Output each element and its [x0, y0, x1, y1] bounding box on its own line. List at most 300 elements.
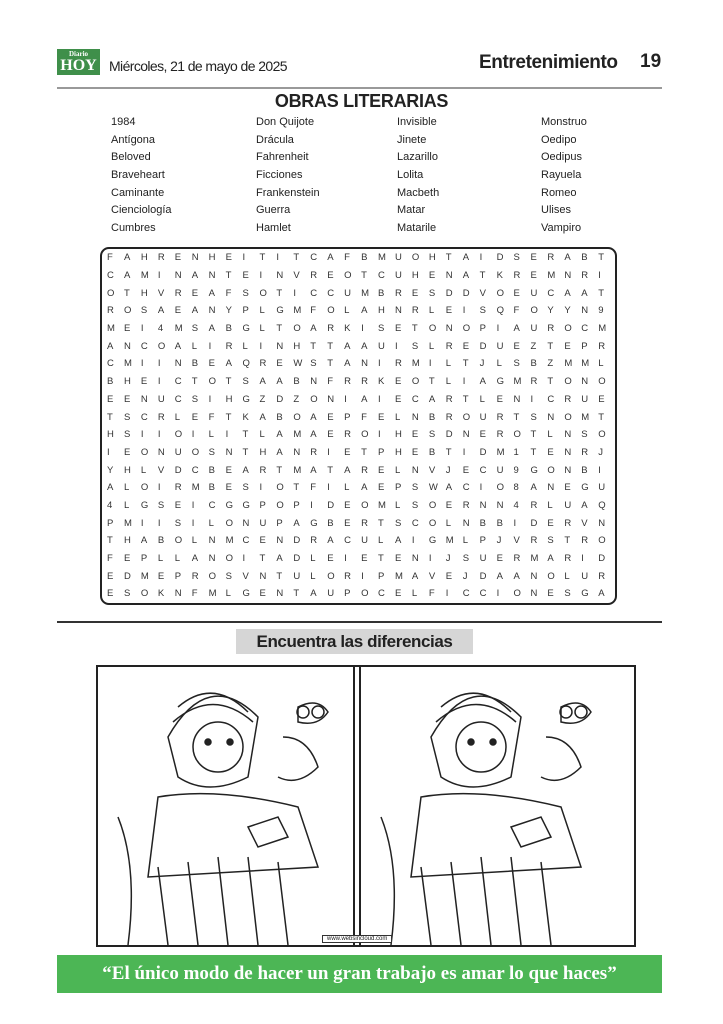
- grid-letter: O: [310, 393, 318, 405]
- grid-letter: N: [547, 482, 555, 494]
- grid-letter: S: [123, 588, 131, 600]
- grid-letter: R: [598, 340, 606, 352]
- grid-letter: O: [530, 305, 538, 317]
- grid-letter: L: [598, 358, 604, 370]
- word-list: [111, 116, 641, 240]
- grid-letter: T: [293, 482, 300, 494]
- grid-letter: P: [344, 411, 351, 423]
- grid-letter: O: [598, 429, 606, 441]
- grid-letter: R: [530, 499, 538, 511]
- grid-letter: T: [242, 429, 249, 441]
- grid-letter: L: [191, 535, 197, 547]
- grid-letter: H: [411, 270, 419, 282]
- grid-letter: E: [225, 482, 232, 494]
- grid-letter: E: [123, 553, 131, 565]
- grid-letter: O: [496, 287, 504, 299]
- grid-letter: O: [411, 252, 420, 264]
- grid-letter: A: [428, 393, 436, 405]
- grid-letter: E: [530, 270, 537, 282]
- grid-letter: A: [581, 499, 588, 511]
- grid-letter: A: [564, 252, 571, 264]
- section-title: Entretenimiento: [479, 52, 618, 73]
- grid-letter: T: [598, 252, 604, 264]
- grid-letter: R: [564, 517, 572, 529]
- word-list-item: Hamlet: [256, 222, 291, 235]
- illustration-right: [359, 667, 616, 945]
- grid-letter: I: [157, 358, 161, 370]
- grid-letter: P: [581, 340, 588, 352]
- grid-letter: I: [428, 553, 432, 565]
- grid-letter: I: [157, 517, 161, 529]
- grid-letter: T: [327, 340, 333, 352]
- grid-letter: U: [259, 517, 267, 529]
- grid-letter: N: [564, 446, 572, 458]
- grid-letter: O: [174, 535, 183, 547]
- grid-letter: A: [462, 252, 470, 264]
- grid-letter: I: [513, 517, 517, 529]
- grid-letter: M: [174, 323, 183, 335]
- grid-letter: C: [547, 287, 555, 299]
- grid-letter: L: [496, 358, 502, 370]
- grid-letter: A: [225, 358, 232, 370]
- grid-letter: A: [361, 340, 368, 352]
- grid-letter: U: [157, 393, 165, 405]
- grid-letter: A: [123, 252, 131, 264]
- word-list-item: Matarile: [397, 222, 437, 235]
- grid-letter: E: [140, 376, 148, 388]
- grid-letter: S: [547, 535, 554, 547]
- grid-letter: V: [293, 270, 300, 282]
- grid-letter: M: [598, 323, 607, 335]
- grid-letter: C: [174, 376, 182, 388]
- grid-letter: N: [394, 305, 402, 317]
- grid-letter: E: [445, 499, 453, 511]
- grid-letter: P: [378, 570, 385, 582]
- grid-letter: A: [581, 287, 588, 299]
- word-list-item: Jinete: [397, 133, 427, 146]
- grid-letter: L: [547, 429, 553, 441]
- grid-letter: N: [140, 393, 148, 405]
- grid-letter: R: [547, 323, 555, 335]
- grid-letter: L: [208, 429, 214, 441]
- grid-letter: N: [513, 393, 521, 405]
- grid-letter: N: [479, 499, 487, 511]
- grid-letter: U: [394, 252, 402, 264]
- grid-letter: G: [242, 393, 250, 405]
- section-divider: [57, 621, 662, 623]
- grid-letter: R: [564, 393, 572, 405]
- grid-letter: N: [157, 446, 165, 458]
- word-list-item: Monstruo: [541, 116, 587, 128]
- grid-letter: Q: [496, 305, 504, 317]
- grid-letter: V: [428, 570, 436, 582]
- grid-letter: L: [462, 535, 468, 547]
- grid-letter: S: [411, 482, 419, 494]
- grid-letter: T: [107, 411, 113, 423]
- grid-letter: E: [344, 499, 351, 511]
- grid-letter: E: [378, 464, 385, 476]
- grid-row: [102, 337, 615, 355]
- grid-letter: I: [479, 252, 483, 264]
- grid-letter: S: [242, 482, 249, 494]
- grid-letter: E: [174, 305, 182, 317]
- grid-letter: E: [208, 358, 215, 370]
- grid-letter: E: [361, 553, 368, 565]
- grid-letter: U: [598, 482, 606, 494]
- grid-letter: R: [310, 535, 318, 547]
- grid-row: [102, 497, 615, 515]
- grid-letter: M: [123, 358, 132, 370]
- grid-letter: C: [310, 287, 318, 299]
- grid-row: [102, 408, 615, 426]
- grid-letter: C: [378, 588, 385, 600]
- grid-letter: N: [174, 358, 182, 370]
- grid-letter: T: [225, 376, 232, 388]
- grid-letter: H: [225, 393, 233, 405]
- grid-letter: O: [496, 482, 504, 494]
- grid-letter: E: [191, 287, 199, 299]
- word-list-item: Cienciología: [111, 204, 172, 217]
- grid-letter: P: [344, 588, 351, 600]
- grid-letter: Q: [242, 358, 250, 370]
- grid-letter: M: [496, 446, 505, 458]
- grid-letter: N: [530, 570, 538, 582]
- grid-letter: E: [479, 429, 486, 441]
- grid-letter: R: [496, 411, 504, 423]
- grid-letter: R: [445, 393, 453, 405]
- grid-letter: D: [445, 429, 453, 441]
- grid-letter: L: [123, 482, 130, 494]
- word-list-item: Fahrenheit: [256, 151, 309, 164]
- grid-letter: O: [598, 376, 606, 388]
- grid-letter: I: [530, 393, 534, 405]
- word-list-item: Matar: [397, 204, 426, 217]
- grid-letter: E: [411, 287, 419, 299]
- grid-letter: S: [191, 393, 199, 405]
- grid-letter: O: [344, 270, 352, 282]
- grid-letter: P: [259, 499, 266, 511]
- grid-letter: U: [530, 323, 538, 335]
- grid-letter: P: [140, 553, 148, 565]
- grid-letter: E: [174, 499, 182, 511]
- grid-letter: U: [293, 570, 301, 582]
- grid-letter: U: [496, 340, 504, 352]
- grid-row: [102, 249, 615, 267]
- grid-letter: E: [107, 588, 114, 600]
- wordsearch-grid: [100, 247, 617, 605]
- grid-letter: E: [598, 393, 605, 405]
- grid-letter: C: [107, 358, 114, 370]
- grid-letter: I: [242, 252, 246, 264]
- grid-letter: V: [428, 464, 436, 476]
- grid-letter: M: [140, 570, 149, 582]
- grid-letter: T: [445, 252, 452, 264]
- grid-letter: G: [496, 376, 504, 388]
- grid-letter: M: [581, 411, 590, 423]
- grid-letter: T: [107, 535, 113, 547]
- grid-letter: N: [259, 570, 267, 582]
- grid-letter: I: [462, 446, 466, 458]
- grid-letter: F: [361, 411, 367, 423]
- grid-letter: 4: [157, 323, 164, 335]
- grid-letter: I: [191, 517, 195, 529]
- grid-letter: R: [327, 323, 335, 335]
- grid-letter: U: [361, 535, 368, 547]
- grid-letter: I: [479, 482, 483, 494]
- grid-letter: E: [123, 446, 131, 458]
- grid-letter: R: [394, 358, 402, 370]
- grid-letter: G: [242, 588, 250, 600]
- grid-letter: B: [191, 358, 199, 370]
- grid-letter: C: [411, 393, 419, 405]
- grid-letter: I: [310, 499, 313, 511]
- grid-letter: L: [394, 411, 401, 423]
- grid-letter: N: [174, 588, 182, 600]
- grid-letter: O: [411, 376, 420, 388]
- grid-letter: D: [276, 393, 284, 405]
- word-list-item: Beloved: [111, 151, 151, 164]
- grid-letter: G: [276, 305, 284, 317]
- grid-letter: K: [157, 588, 165, 600]
- grid-letter: L: [445, 517, 452, 529]
- grid-letter: T: [327, 464, 333, 476]
- grid-letter: I: [598, 464, 601, 476]
- grid-letter: B: [581, 464, 588, 476]
- image-credit: www.websincloud.com: [322, 935, 392, 943]
- grid-letter: C: [378, 270, 385, 282]
- grid-letter: C: [191, 464, 199, 476]
- word-list-item: Lolita: [397, 169, 424, 182]
- grid-letter: M: [394, 570, 403, 582]
- grid-letter: N: [310, 376, 318, 388]
- grid-letter: G: [140, 499, 149, 511]
- grid-letter: I: [259, 340, 263, 352]
- grid-letter: E: [344, 446, 351, 458]
- grid-letter: N: [598, 517, 606, 529]
- grid-letter: E: [530, 252, 537, 264]
- grid-letter: F: [208, 411, 215, 423]
- grid-letter: O: [361, 429, 369, 441]
- grid-letter: O: [547, 464, 555, 476]
- grid-letter: C: [344, 535, 351, 547]
- grid-letter: I: [276, 252, 280, 264]
- grid-letter: A: [276, 429, 283, 441]
- grid-letter: A: [191, 305, 199, 317]
- grid-letter: B: [327, 517, 334, 529]
- grid-letter: A: [462, 270, 470, 282]
- grid-letter: R: [174, 287, 182, 299]
- grid-letter: L: [259, 429, 265, 441]
- grid-letter: P: [394, 482, 402, 494]
- grid-letter: K: [344, 323, 351, 335]
- grid-letter: E: [327, 553, 334, 565]
- grid-letter: G: [225, 499, 233, 511]
- grid-letter: L: [394, 499, 401, 511]
- grid-letter: T: [598, 411, 604, 423]
- grid-letter: H: [140, 287, 148, 299]
- grid-letter: O: [276, 499, 284, 511]
- grid-letter: N: [276, 270, 284, 282]
- grid-letter: O: [191, 446, 200, 458]
- grid-letter: N: [411, 464, 419, 476]
- grid-letter: C: [462, 588, 470, 600]
- grid-row: [102, 532, 615, 550]
- grid-letter: K: [242, 411, 249, 423]
- grid-letter: I: [140, 323, 144, 335]
- grid-letter: N: [530, 588, 538, 600]
- grid-letter: I: [428, 358, 432, 370]
- word-list-item: Drácula: [256, 133, 294, 146]
- grid-letter: R: [361, 464, 368, 476]
- grid-letter: H: [140, 252, 148, 264]
- grid-letter: M: [530, 553, 539, 565]
- grid-letter: A: [208, 287, 215, 299]
- word-list-item: Cumbres: [111, 222, 156, 235]
- grid-letter: C: [140, 340, 148, 352]
- grid-letter: R: [394, 287, 402, 299]
- grid-letter: O: [598, 535, 606, 547]
- page-number: 19: [640, 51, 662, 72]
- grid-letter: S: [479, 305, 486, 317]
- grid-letter: A: [310, 588, 317, 600]
- grid-letter: L: [157, 553, 164, 565]
- grid-letter: I: [259, 270, 263, 282]
- grid-letter: E: [513, 287, 520, 299]
- grid-letter: 9: [598, 305, 604, 317]
- grid-letter: O: [513, 588, 521, 600]
- grid-letter: Z: [259, 393, 266, 405]
- grid-letter: W: [428, 482, 438, 494]
- grid-letter: M: [378, 499, 386, 511]
- grid-letter: J: [445, 553, 451, 565]
- grid-letter: N: [581, 376, 589, 388]
- grid-letter: G: [428, 535, 437, 547]
- grid-letter: T: [293, 252, 300, 264]
- grid-letter: L: [547, 499, 553, 511]
- word-list-item: Ulises: [541, 204, 571, 217]
- grid-letter: E: [411, 446, 419, 458]
- grid-letter: I: [361, 570, 364, 582]
- grid-letter: T: [276, 287, 283, 299]
- grid-row: [102, 391, 615, 409]
- spot-the-difference-images: [96, 665, 636, 947]
- grid-letter: S: [428, 287, 436, 299]
- grid-letter: B: [293, 376, 300, 388]
- grid-letter: A: [259, 376, 266, 388]
- grid-letter: N: [547, 411, 555, 423]
- grid-row: [102, 550, 615, 568]
- grid-letter: T: [361, 270, 367, 282]
- grid-letter: C: [547, 393, 555, 405]
- grid-letter: O: [123, 305, 132, 317]
- grid-letter: S: [191, 323, 199, 335]
- grid-letter: A: [191, 553, 199, 565]
- grid-letter: O: [293, 323, 301, 335]
- grid-letter: E: [225, 252, 232, 264]
- grid-letter: H: [394, 429, 402, 441]
- grid-letter: N: [411, 553, 419, 565]
- word-list-item: Oedipus: [541, 151, 582, 164]
- grid-letter: R: [564, 553, 572, 565]
- grid-letter: H: [208, 252, 216, 264]
- grid-letter: C: [208, 499, 216, 511]
- grid-letter: D: [445, 287, 453, 299]
- grid-letter: I: [394, 340, 398, 352]
- grid-letter: T: [513, 411, 520, 423]
- grid-letter: L: [344, 305, 350, 317]
- grid-letter: T: [479, 270, 486, 282]
- grid-letter: U: [479, 553, 487, 565]
- grid-letter: S: [242, 376, 249, 388]
- word-list-item: Caminante: [111, 186, 165, 199]
- grid-letter: M: [445, 535, 454, 547]
- grid-letter: N: [242, 517, 250, 529]
- word-list-item: 1984: [111, 116, 136, 128]
- grid-letter: D: [496, 252, 504, 264]
- grid-letter: R: [513, 553, 521, 565]
- grid-letter: E: [547, 446, 554, 458]
- grid-letter: C: [107, 270, 114, 282]
- grid-letter: R: [445, 340, 453, 352]
- grid-letter: E: [428, 270, 436, 282]
- grid-letter: U: [530, 287, 538, 299]
- grid-letter: F: [428, 588, 435, 600]
- grid-letter: J: [598, 446, 603, 458]
- grid-letter: L: [225, 588, 231, 600]
- grid-letter: T: [310, 340, 317, 352]
- grid-letter: A: [327, 252, 334, 264]
- grid-letter: G: [581, 588, 589, 600]
- grid-letter: A: [310, 429, 317, 441]
- grid-letter: F: [107, 252, 113, 264]
- grid-letter: I: [208, 393, 212, 405]
- grid-letter: R: [513, 270, 521, 282]
- grid-letter: E: [259, 535, 266, 547]
- grid-letter: Y: [547, 305, 554, 317]
- grid-letter: M: [191, 482, 200, 494]
- grid-letter: L: [310, 570, 316, 582]
- grid-letter: C: [242, 535, 250, 547]
- grid-letter: I: [157, 270, 161, 282]
- grid-letter: B: [530, 358, 537, 370]
- grid-letter: B: [276, 411, 283, 423]
- issue-date: Miércoles, 21 de mayo de 2025: [109, 58, 287, 74]
- grid-letter: A: [276, 376, 283, 388]
- word-list-item: Vampiro: [541, 222, 582, 235]
- grid-letter: D: [293, 553, 301, 565]
- grid-letter: I: [157, 429, 161, 441]
- grid-letter: A: [547, 553, 554, 565]
- grid-letter: U: [327, 588, 335, 600]
- grid-letter: V: [581, 517, 588, 529]
- grid-letter: R: [581, 535, 589, 547]
- grid-letter: O: [276, 482, 284, 494]
- grid-letter: R: [310, 446, 318, 458]
- grid-letter: T: [191, 376, 198, 388]
- grid-letter: E: [225, 464, 232, 476]
- grid-letter: L: [411, 588, 418, 600]
- word-list-item: Macbeth: [397, 186, 440, 199]
- grid-letter: T: [259, 553, 266, 565]
- grid-letter: P: [174, 570, 182, 582]
- grid-letter: A: [310, 464, 317, 476]
- grid-letter: S: [123, 429, 131, 441]
- header-divider: [57, 87, 662, 89]
- grid-letter: B: [428, 446, 436, 458]
- grid-letter: 4: [513, 499, 519, 511]
- grid-letter: C: [310, 252, 318, 264]
- grid-letter: C: [327, 287, 335, 299]
